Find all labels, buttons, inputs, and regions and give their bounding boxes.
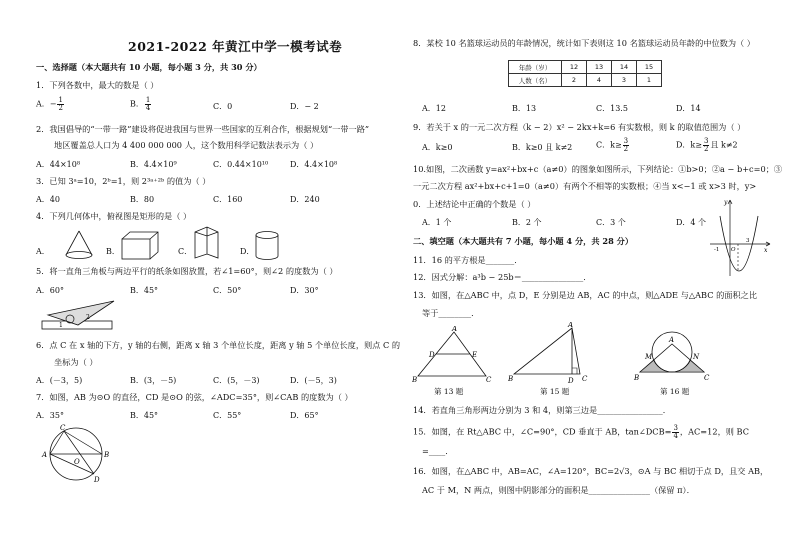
fig15-point-c: C [582, 375, 588, 383]
question-5-stem: 5．将一直角三角板与两边平行的纸条如图放置，若∠1=60°，则∠2 的度数为（ ） [36, 266, 338, 276]
question-4-stem: 4．下列几何体中，俯视图是矩形的是（ ） [36, 211, 192, 221]
question-7-option-a: A．35° [36, 411, 64, 420]
question-16-line-1: 16．如图，在△ABC 中，AB=AC，∠A=120°，BC=2√3，⊙A 与 BC 相切于点 D，且交 AB， [413, 466, 769, 476]
point-c-label: C [60, 424, 66, 432]
question-6-option-b: B．(3，－5) [130, 376, 177, 385]
question-9-option-a: A．k≥0 [422, 143, 453, 152]
fig13-point-e: E [472, 351, 478, 359]
question-2-option-d: D．4.4×10⁸ [290, 160, 338, 169]
angle-2-label: 2 [86, 314, 90, 321]
question-3-option-c: C．160 [213, 195, 243, 204]
fig15-point-a: A [568, 322, 574, 329]
question-5-option-a: A．60° [36, 286, 64, 295]
angle-1-label: 1 [59, 322, 63, 329]
point-o-label: O [74, 458, 80, 466]
point-a-label: A [42, 451, 48, 459]
question-8-option-c: C．13.5 [596, 104, 628, 113]
question-1-option-d: D．− 2 [290, 102, 319, 111]
question-3-stem: 3．已知 3ᵃ=10，2ᵇ=1，则 2³ᵃ⁺²ᵇ 的值为（ ） [36, 176, 211, 186]
section-heading-choice: 一、选择题（本大题共有 10 小题，每小题 3 分，共 30 分） [36, 62, 262, 72]
fig16-point-b: B [634, 374, 640, 382]
cylinder-figure [254, 230, 280, 262]
fig16-point-n: N [693, 353, 700, 361]
question-15-line-1: 15．如图，在 Rt△ABC 中，∠C=90°，CD 垂直于 AB，tan∠DCB= $\frac{3}{4}$ ，AC=12，则 BC [413, 424, 749, 440]
fig16-point-a: A [669, 336, 675, 344]
question-10-option-d: D．4 个 [676, 218, 707, 227]
question-8-option-b: B．13 [512, 104, 537, 113]
question-10-line-1: 10.如图，二次函数 y=ax²+bx+c（a≠0）的图象如图所示，下列结论：①b>0；②a − b+c=0；③ [413, 164, 783, 174]
circle-figure-q7 [40, 422, 112, 484]
table-cell: 3 [612, 74, 637, 87]
question-3-option-b: B．80 [130, 195, 155, 204]
question-16-line-2: AC 于 M，N 两点，则图中阴影部分的面积是_______________（保留 π）． [422, 485, 695, 495]
question-8-stem: 8．某校 10 名篮球运动员的年龄情况，统计如下表则这 10 名篮球运动员年龄的中位数为（ ） [413, 38, 755, 48]
question-1-option-a: A．− $\frac{1}{2}$ [36, 96, 63, 112]
question-5-option-c: C．50° [213, 286, 242, 295]
table-cell: 4 [587, 74, 612, 87]
point-d-label: D [94, 476, 100, 484]
triangle-ruler-figure [38, 297, 118, 335]
question-1-option-b: B． $\frac{1}{4}$ [130, 96, 151, 112]
cuboid-figure [120, 230, 160, 262]
section-heading-fill: 二、填空题（本大题共有 7 小题，每小题 4 分，共 28 分） [413, 236, 634, 246]
page-title: 2021-2022 年黄江中学一模考试卷 [128, 39, 343, 54]
three-label: 3 [746, 238, 750, 244]
question-7-option-d: D．65° [290, 411, 319, 420]
fig15-point-b: B [508, 375, 514, 383]
question-7-stem: 7．如图，AB 为⊙O 的直径，CD 是⊙O 的弦，∠ADC=35°，则∠CAB 的度数为（ ） [36, 392, 353, 402]
question-6-option-a: A．(－3，5) [36, 376, 83, 385]
age-table [508, 60, 662, 87]
fig13-point-d: D [429, 351, 435, 359]
figure-15-caption: 第 15 题 [540, 387, 570, 396]
table-cell: 1 [637, 74, 662, 87]
question-10-option-c: C．3 个 [596, 218, 626, 227]
question-5-option-d: D．30° [290, 286, 319, 295]
figure-13 [412, 326, 492, 384]
question-1-stem: 1．下列各数中，最大的数是（ ） [36, 80, 159, 90]
question-4-option-d: D． [240, 247, 255, 256]
table-cell: 2 [562, 74, 587, 87]
question-15-line-2: =____． [422, 446, 454, 456]
cone-figure [62, 228, 96, 262]
question-7-option-c: C．55° [213, 411, 242, 420]
question-2-option-c: C．0.44×10¹⁰ [213, 160, 269, 169]
question-8-option-d: D．14 [676, 104, 701, 113]
question-6-line-1: 6．点 C 在 x 轴的下方，y 轴的右侧，距离 x 轴 3 个单位长度，距离 y 轴 5 个单位长度，则点 C 的 [36, 340, 401, 350]
question-5-option-b: B．45° [130, 286, 159, 295]
x-axis-label: x [764, 247, 768, 254]
question-4-option-c: C． [178, 247, 193, 256]
figure-16 [632, 322, 712, 384]
question-12: 12．因式分解：a³b − 25b＝_______________． [413, 272, 592, 282]
question-2-line-1: 2．我国倡导的“一带一路”建设将促进我国与世界一些国家的互利合作，根据规划“一带一路” [36, 124, 370, 134]
question-8-option-a: A．12 [422, 104, 446, 113]
y-axis-label: y [724, 199, 728, 206]
question-6-option-c: C．(5，－3) [213, 376, 260, 385]
question-10-option-a: A．1 个 [422, 218, 452, 227]
question-9-option-c: C．k≥ $\frac{3}{2}$ [596, 137, 629, 153]
question-1-option-c: C．0 [213, 102, 233, 111]
question-4-option-a: A． [36, 247, 50, 256]
question-13-line-1: 13．如图，在△ABC 中，点 D，E 分别是边 AB，AC 的中点，则△ADE 与△ABC 的面积之比 [413, 290, 758, 300]
fig13-point-b: B [412, 376, 418, 384]
fig15-point-d: D [568, 377, 574, 384]
question-7-option-b: B．45° [130, 411, 159, 420]
question-11: 11．16 的平方根是_______． [413, 255, 523, 265]
question-6-line-2: 坐标为（ ） [54, 357, 98, 367]
question-4-option-b: B． [106, 247, 120, 256]
fig16-point-m: M [645, 353, 653, 361]
table-cell: 13 [587, 61, 612, 74]
question-10-option-b: B．2 个 [512, 218, 542, 227]
table-header-age: 年龄（岁） [509, 61, 562, 74]
question-13-line-2: 等于________． [422, 308, 480, 318]
question-14: 14．若直角三角形两边分别为 3 和 4，则第三边是________________． [413, 405, 671, 415]
question-9-option-d: D．k≥ $\frac{3}{2}$ 且 k≠2 [676, 137, 738, 153]
prism-figure [192, 224, 222, 262]
origin-label: O [731, 247, 736, 253]
question-3-option-a: A．40 [36, 195, 60, 204]
figure-16-caption: 第 16 题 [660, 387, 690, 396]
question-2-option-a: A．44×10⁸ [36, 160, 81, 169]
table-cell: 12 [562, 61, 587, 74]
figure-15 [508, 322, 590, 384]
fig16-point-c: C [704, 374, 710, 382]
table-cell: 14 [612, 61, 637, 74]
question-9-option-b: B．k≥0 且 k≠2 [512, 143, 573, 152]
question-3-option-d: D．240 [290, 195, 320, 204]
question-9-stem: 9．若关于 x 的一元二次方程（k − 2）x² − 2kx+k=6 有实数根，则 k 的取值范围为（ ） [413, 122, 746, 132]
fig13-point-a: A [452, 326, 458, 333]
minus-one-label: -1 [714, 247, 720, 253]
fig13-point-c: C [486, 376, 492, 384]
question-10-line-3: 0．上述结论中正确的个数是（ ） [413, 199, 536, 209]
figure-13-caption: 第 13 题 [434, 387, 464, 396]
table-header-count: 人数（名） [509, 74, 562, 87]
question-2-line-2: 地区覆盖总人口为 4 400 000 000 人，这个数用科学记数法表示为（ ） [54, 140, 319, 150]
point-b-label: B [104, 451, 110, 459]
parabola-figure [706, 196, 772, 278]
question-6-option-d: D．(－5，3) [290, 376, 337, 385]
question-10-line-2: 一元二次方程 ax²+bx+c+1=0（a≠0）有两个不相等的实数根；④当 x<−1 或 x>3 时，y> [413, 181, 757, 191]
question-2-option-b: B．4.4×10⁹ [130, 160, 177, 169]
table-cell: 15 [637, 61, 662, 74]
